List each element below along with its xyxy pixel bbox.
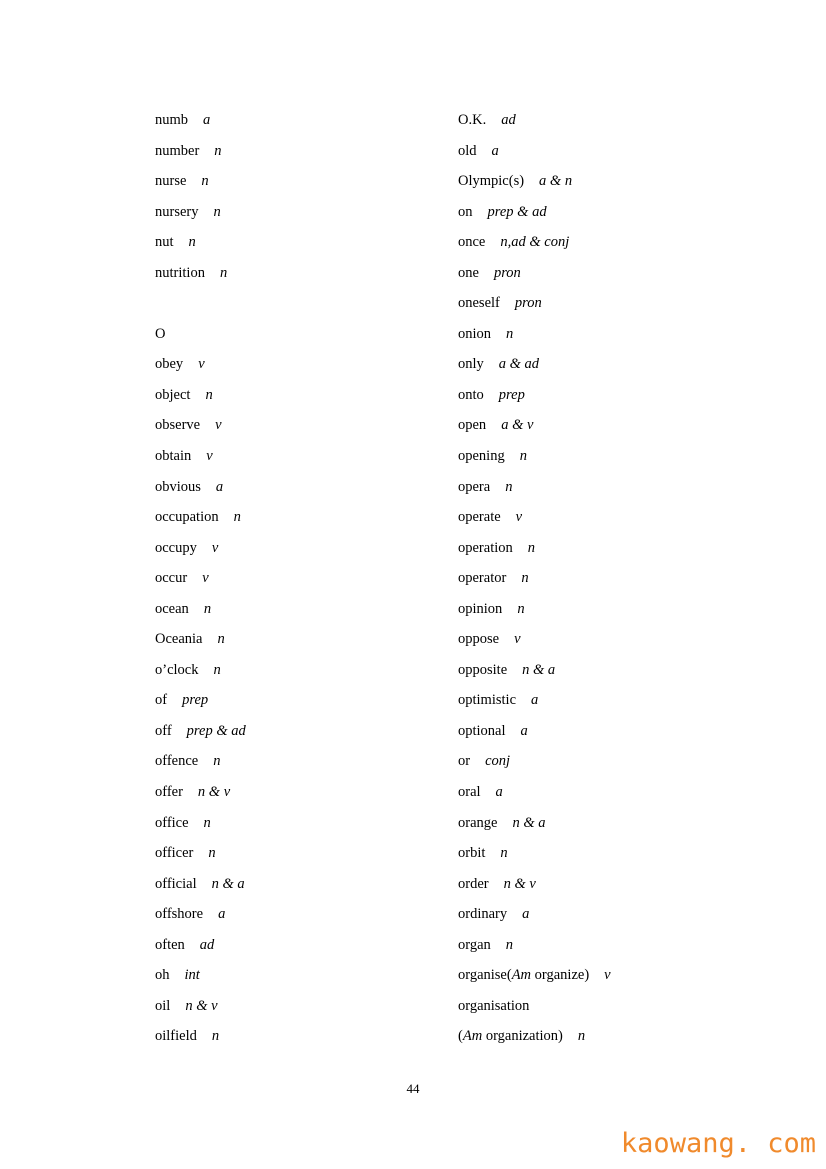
word-entry: [458, 354, 611, 385]
entry-word: oppose: [458, 631, 500, 648]
entry-word: numb: [155, 112, 189, 128]
entry-part-of-speech: v: [198, 356, 205, 373]
entry-part-of-speech: conj: [485, 753, 511, 770]
word-entry: [155, 935, 246, 966]
entry-word: organ: [458, 936, 491, 953]
word-entry: [155, 599, 246, 630]
word-entry: [458, 568, 611, 599]
entry-part-of-speech: n: [577, 1028, 586, 1045]
entry-part-of-speech: n: [505, 936, 514, 953]
right-word-column: [458, 110, 611, 1057]
entry-word: only: [458, 356, 484, 373]
entry-word: occur: [155, 570, 188, 587]
entry-word: obvious: [155, 478, 201, 495]
entry-part-of-speech: n: [208, 845, 216, 862]
entry-word: offence: [155, 753, 199, 770]
word-entry: [155, 843, 246, 874]
entry-part-of-speech: a: [203, 112, 211, 128]
entry-word: offer: [155, 784, 183, 801]
word-entry: [155, 324, 246, 355]
entry-word: occupy: [155, 539, 197, 556]
word-entry: [458, 629, 611, 660]
entry-part-of-speech: n: [188, 234, 196, 251]
left-word-column: [155, 110, 246, 1057]
entry-word: opening: [458, 448, 505, 465]
entry-word: observe: [155, 417, 201, 434]
word-entry: [155, 385, 246, 416]
entry-part-of-speech: pron: [493, 264, 521, 281]
entry-word: ordinary: [458, 906, 508, 923]
entry-word: open: [458, 417, 487, 434]
entry-part-of-speech: n: [517, 600, 525, 617]
american-marker: Am: [511, 967, 532, 984]
entry-word: offshore: [155, 906, 204, 923]
word-entry: [155, 446, 246, 477]
entry-word: Olympic(s): [458, 173, 525, 190]
entry-part-of-speech: n: [201, 173, 209, 190]
word-entry: [458, 690, 611, 721]
word-entry-organise: [458, 965, 611, 996]
entry-part-of-speech: a: [495, 784, 503, 801]
entry-part-of-speech: n: [219, 264, 228, 281]
entry-part-of-speech: n & a: [522, 661, 556, 678]
word-entry: [458, 202, 611, 233]
entry-word: operate: [458, 509, 501, 526]
word-entry: [155, 507, 246, 538]
entry-part-of-speech: a: [522, 906, 530, 923]
entry-part-of-speech: a: [531, 692, 539, 709]
blank-line: [155, 293, 246, 324]
entry-word: oh: [155, 967, 170, 984]
word-entry: [458, 141, 611, 172]
entry-word: object: [155, 386, 191, 403]
entry-word: operator: [458, 570, 507, 587]
entry-word: nut: [155, 234, 174, 251]
entry-word: officer: [155, 845, 194, 862]
entry-part-of-speech: pron: [514, 295, 542, 312]
entry-word: of: [155, 692, 168, 709]
entry-part-of-speech: n: [213, 753, 221, 770]
word-entry: [458, 293, 611, 324]
entry-word: occupation: [155, 509, 219, 526]
entry-word-variant: organization): [482, 1028, 563, 1045]
entry-word: old: [458, 142, 477, 159]
entry-part-of-speech: n: [205, 386, 213, 403]
entry-part-of-speech: prep: [498, 386, 525, 403]
entry-part-of-speech: n & a: [211, 875, 245, 892]
entry-part-of-speech: ad: [501, 112, 516, 128]
entry-word: orange: [458, 814, 498, 831]
entry-part-of-speech: v: [202, 570, 209, 587]
entry-part-of-speech: n & v: [503, 875, 536, 892]
word-entry: [458, 415, 611, 446]
entry-word: official: [155, 875, 197, 892]
word-entry: [155, 996, 246, 1027]
entry-part-of-speech: n: [211, 1028, 220, 1045]
word-entry: [458, 904, 611, 935]
entry-word: one: [458, 264, 479, 281]
word-entry: [458, 324, 611, 355]
entry-word: nutrition: [155, 264, 205, 281]
word-entry: [155, 415, 246, 446]
entry-word: office: [155, 814, 189, 831]
american-marker: Am: [462, 1028, 483, 1045]
entry-part-of-speech: v: [206, 448, 213, 465]
word-entry: [155, 110, 246, 141]
word-entry: [458, 110, 611, 141]
word-entry: [155, 874, 246, 905]
entry-word: organisation: [458, 997, 530, 1014]
entry-part-of-speech: n: [505, 478, 513, 495]
entry-word: oilfield: [155, 1028, 197, 1045]
entry-part-of-speech: n: [213, 661, 221, 678]
word-entry: [155, 629, 246, 660]
word-entry: [155, 202, 246, 233]
word-entry: [155, 263, 246, 294]
right-word-list: [458, 110, 611, 965]
entry-part-of-speech: n: [500, 845, 508, 862]
word-entry: [458, 751, 611, 782]
entry-part-of-speech: n: [233, 509, 241, 526]
word-entry: [155, 568, 246, 599]
entry-part-of-speech: v: [211, 539, 219, 556]
entry-word-variant: organize): [531, 967, 590, 984]
word-entry-organisation: [458, 996, 611, 1027]
entry-part-of-speech: n: [521, 570, 529, 587]
entry-part-of-speech: a: [491, 142, 499, 159]
word-entry: [155, 171, 246, 202]
word-entry: [458, 599, 611, 630]
word-entry: [458, 660, 611, 691]
entry-word: (: [458, 1028, 463, 1045]
word-entry: [155, 813, 246, 844]
entry-part-of-speech: a & n: [539, 173, 573, 190]
entry-part-of-speech: n: [213, 203, 221, 220]
entry-word: off: [155, 722, 172, 739]
entry-word: oil: [155, 997, 171, 1014]
entry-part-of-speech: n: [203, 600, 212, 617]
word-entry: [155, 477, 246, 508]
word-entry: [458, 507, 611, 538]
word-entry: [458, 232, 611, 263]
entry-part-of-speech: a & v: [501, 417, 534, 434]
word-entry: [458, 843, 611, 874]
entry-word: oneself: [458, 295, 500, 312]
entry-word: opinion: [458, 600, 503, 617]
entry-part-of-speech: v: [215, 417, 222, 434]
word-entry: [458, 263, 611, 294]
word-entry: [155, 538, 246, 569]
word-entry-organization: [458, 1026, 611, 1057]
word-entry: [458, 874, 611, 905]
word-entry: [458, 385, 611, 416]
entry-part-of-speech: prep & ad: [186, 722, 246, 739]
entry-word: organise(: [458, 967, 512, 984]
word-entry: [155, 721, 246, 752]
entry-part-of-speech: v: [514, 631, 521, 648]
entry-word: nursery: [155, 203, 199, 220]
entry-word: O.K.: [458, 112, 487, 128]
entry-word: operation: [458, 539, 513, 556]
entry-part-of-speech: n & a: [512, 814, 546, 831]
word-entry: [155, 660, 246, 691]
entry-word: obtain: [155, 448, 192, 465]
word-entry: [458, 446, 611, 477]
entry-part-of-speech: v: [604, 967, 611, 984]
entry-word: order: [458, 875, 489, 892]
entry-part-of-speech: n: [506, 325, 514, 342]
entry-part-of-speech: a: [218, 906, 226, 923]
site-watermark: kaowang. com: [620, 1128, 816, 1159]
entry-part-of-speech: prep: [182, 692, 209, 709]
entry-part-of-speech: n: [217, 631, 225, 648]
entry-word: number: [155, 142, 200, 159]
entry-part-of-speech: n: [519, 448, 527, 465]
entry-word: nurse: [155, 173, 187, 190]
entry-word: on: [458, 203, 473, 220]
entry-word: optimistic: [458, 692, 516, 709]
page-number: 44: [406, 1081, 420, 1096]
entry-part-of-speech: n & v: [185, 997, 218, 1014]
entry-word: orbit: [458, 845, 486, 862]
word-entry: [458, 813, 611, 844]
word-entry: [458, 477, 611, 508]
entry-part-of-speech: n & v: [197, 784, 231, 801]
word-entry: [155, 690, 246, 721]
entry-word: ocean: [155, 600, 189, 617]
word-entry: [155, 354, 246, 385]
entry-word: onion: [458, 325, 492, 342]
word-entry: [155, 904, 246, 935]
entry-part-of-speech: n: [214, 142, 222, 159]
word-entry: [155, 1026, 246, 1057]
word-entry: [155, 141, 246, 172]
entry-part-of-speech: int: [184, 967, 200, 984]
entry-part-of-speech: n: [203, 814, 211, 831]
word-entry: [458, 782, 611, 813]
entry-word: opera: [458, 478, 491, 495]
word-entry: [458, 721, 611, 752]
entry-word: or: [458, 753, 471, 770]
entry-part-of-speech: a: [215, 478, 224, 495]
entry-part-of-speech: n: [527, 539, 536, 556]
entry-word: often: [155, 936, 185, 953]
entry-part-of-speech: ad: [199, 936, 215, 953]
entry-part-of-speech: v: [515, 509, 523, 526]
word-entry: [155, 965, 246, 996]
entry-word: oral: [458, 784, 481, 801]
entry-word: o’clock: [155, 661, 199, 678]
word-entry: [458, 935, 611, 966]
word-entry: [155, 232, 246, 263]
entry-part-of-speech: a & ad: [498, 356, 540, 373]
entry-word: O: [155, 325, 166, 342]
entry-word: once: [458, 234, 486, 251]
word-entry: [155, 751, 246, 782]
word-entry: [458, 171, 611, 202]
entry-word: Oceania: [155, 631, 203, 648]
entry-part-of-speech: a: [520, 722, 528, 739]
entry-part-of-speech: n,ad & conj: [500, 234, 570, 251]
entry-word: opposite: [458, 661, 508, 678]
entry-word: optional: [458, 722, 506, 739]
word-entry: [458, 538, 611, 569]
entry-word: onto: [458, 386, 484, 403]
word-entry: [155, 782, 246, 813]
entry-word: obey: [155, 356, 184, 373]
entry-part-of-speech: prep & ad: [487, 203, 547, 220]
